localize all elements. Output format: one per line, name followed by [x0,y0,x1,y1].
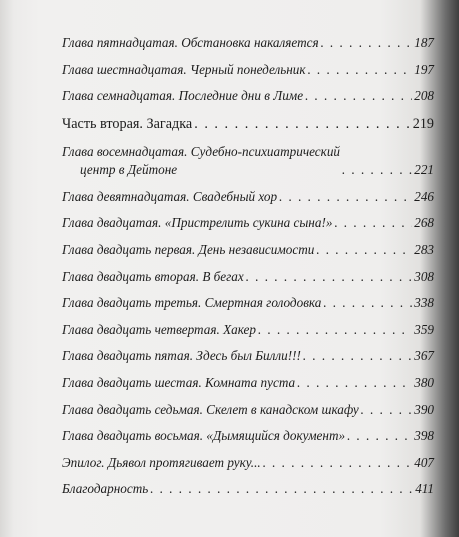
table-of-contents [62,34,434,507]
dot-leader [150,480,413,498]
toc-entry-title: Глава двадцать шестая. Комната пуста [62,374,296,390]
toc-entry [62,34,434,52]
toc-entry [62,427,434,445]
toc-part-title: Часть вторая. Загадка [62,116,193,133]
toc-entry-title: Эпилог. Дьявол протягивает руку... [62,454,261,470]
dot-leader [305,87,412,105]
toc-entry-page: 308 [414,268,434,284]
toc-entry-page: 411 [415,481,434,497]
toc-entry-page: 359 [414,321,434,337]
toc-entry-title: Глава двадцать вторая. В бегах [62,268,244,284]
toc-entry-page: 221 [414,162,434,178]
dot-leader [258,321,412,339]
dot-leader [342,161,412,179]
toc-entry-page: 197 [414,61,434,77]
toc-entry-page: 187 [414,35,434,50]
toc-entry-page: 219 [412,116,434,133]
dot-leader [361,401,413,419]
toc-entry-title: Глава пятнадцатая. Обстановка накаляется [62,35,319,50]
toc-entry-page: 246 [414,188,434,204]
dot-leader [308,61,413,79]
dot-leader [347,427,412,445]
toc-entry-title-line2: центр в Дейтоне [80,162,178,178]
toc-entry [62,480,434,498]
toc-entry-page: 407 [414,454,434,470]
dot-leader [279,188,412,206]
dot-leader [316,241,412,259]
toc-entry [62,188,434,206]
toc-entry [62,268,434,286]
toc-entry-title: Глава девятнадцатая. Свадебный хор [62,188,278,204]
toc-entry-page: 268 [414,215,434,231]
dot-leader [321,34,413,52]
toc-part-heading [62,115,434,133]
dot-leader [334,214,412,232]
toc-entry [62,61,434,79]
dot-leader [194,115,411,133]
toc-entry [62,374,434,392]
dot-leader [246,268,412,286]
toc-entry [62,214,434,232]
toc-entry [62,241,434,259]
dot-leader [297,374,412,392]
dot-leader [263,454,413,472]
toc-entry-title: Глава семнадцатая. Последние дни в Лиме [62,88,304,104]
toc-entry-page: 367 [414,348,434,364]
toc-entry-title: Благодарность [62,481,149,497]
toc-entry-title: Глава двадцать седьмая. Скелет в канадском шкафу [62,401,359,417]
toc-entry-page: 338 [414,295,434,311]
dot-leader [303,347,412,365]
toc-entry [62,321,434,339]
toc-entry [62,294,434,312]
toc-entry-page: 398 [414,428,434,444]
toc-entry-page: 283 [414,241,434,257]
toc-entry [62,347,434,365]
toc-entry [62,143,434,179]
toc-entry-page: 208 [414,88,434,104]
dot-leader [323,294,412,312]
toc-entry-title-line1: Глава восемнадцатая. Судебно-психиатрический [62,144,341,160]
toc-entry-title [62,143,340,179]
toc-entry-title: Глава двадцать первая. День независимости [62,241,315,257]
toc-entry-title: Глава двадцать четвертая. Хакер [62,321,256,337]
toc-entry [62,454,434,472]
toc-entry-page: 380 [414,374,434,390]
toc-entry-title: Глава шестнадцатая. Черный понедельник [62,61,306,77]
toc-entry-page: 390 [414,401,434,417]
toc-entry [62,87,434,105]
toc-entry-title: Глава двадцатая. «Пристрелить сукина сына!» [62,215,333,231]
toc-entry-title: Глава двадцать пятая. Здесь был Билли!!! [62,348,301,364]
toc-entry-title: Глава двадцать восьмая. «Дымящийся документ» [62,428,346,444]
toc-entry-title: Глава двадцать третья. Смертная голодовка [62,295,322,311]
toc-entry [62,401,434,419]
